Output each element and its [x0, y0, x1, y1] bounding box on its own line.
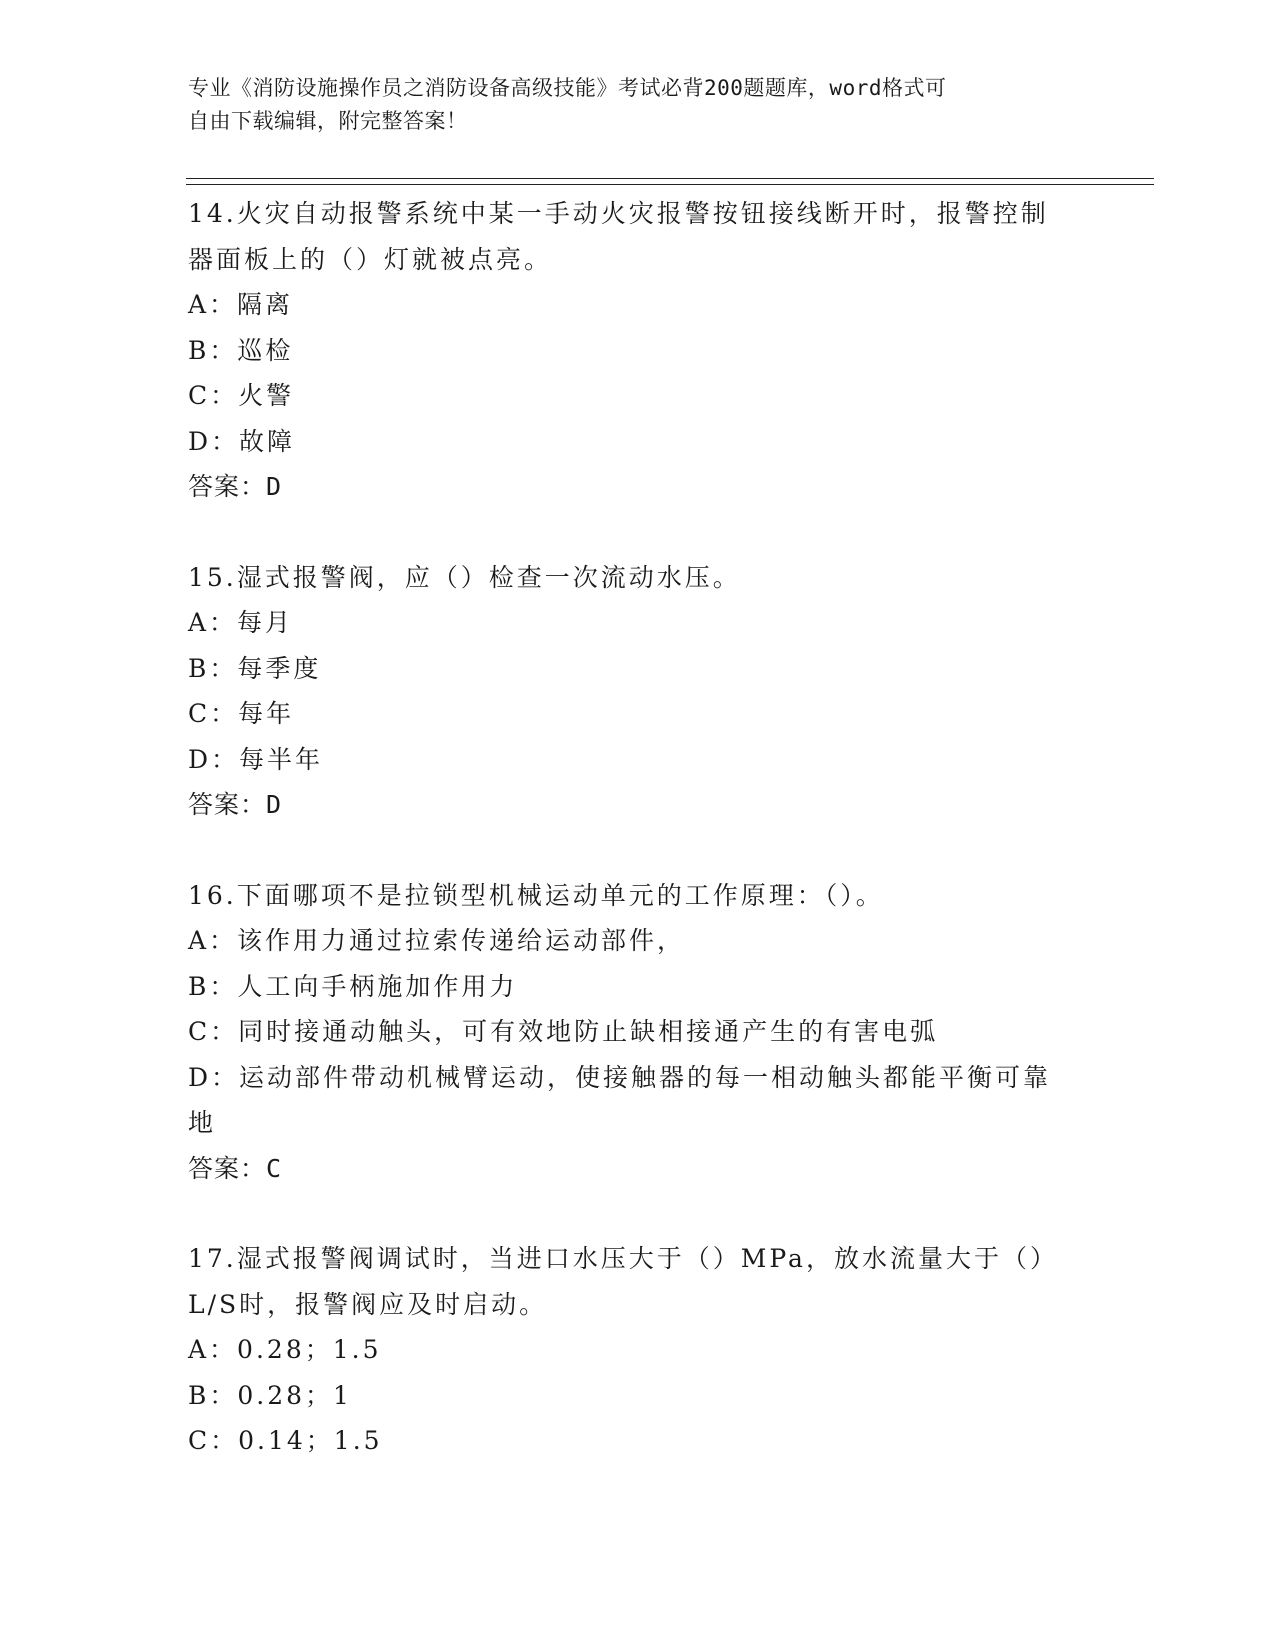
spacer: [188, 510, 1088, 555]
spacer: [188, 828, 1088, 873]
question-15: [188, 555, 1088, 828]
option-a: A：每月: [188, 608, 294, 637]
option-b: B：人工向手柄施加作用力: [188, 971, 518, 1001]
option-b: B：巡检: [188, 335, 294, 365]
question-16: [188, 873, 1088, 1192]
option-c: C：同时接通动触头，可有效地防止缺相接通产生的有害电弧: [188, 1017, 939, 1046]
option-a: A：该作用力通过拉索传递给运动部件，: [188, 926, 686, 955]
question-stem: 器面板上的（）灯就被点亮。: [188, 244, 553, 274]
option-d-continued: 地: [188, 1108, 217, 1137]
document-header: [188, 72, 1088, 138]
option-c: C：0.14；1.5: [188, 1426, 383, 1455]
header-line-2: 自由下载编辑，附完整答案！: [188, 109, 468, 133]
answer: 答案：D: [188, 472, 283, 501]
answer: 答案：D: [188, 790, 283, 819]
answer: 答案：C: [188, 1153, 283, 1183]
option-c: C：每年: [188, 699, 295, 728]
question-stem: 16.下面哪项不是拉锁型机械运动单元的工作原理：（）。: [188, 880, 884, 910]
option-d: D：故障: [188, 426, 296, 456]
question-list: [188, 191, 1088, 1464]
header-divider-bottom: [186, 184, 1154, 185]
option-c: C：火警: [188, 381, 295, 410]
question-17: [188, 1236, 1088, 1464]
question-stem: 17.湿式报警阀调试时，当进口水压大于（）MPa，放水流量大于（）: [188, 1244, 1058, 1273]
option-d: D：运动部件带动机械臂运动，使接触器的每一相动触头都能平衡可靠: [188, 1062, 1052, 1092]
header-divider-top: [186, 178, 1154, 179]
question-stem: 14.火灾自动报警系统中某一手动火灾报警按钮接线断开时，报警控制: [188, 199, 1049, 228]
option-d: D：每半年: [188, 744, 324, 774]
question-stem: 15.湿式报警阀，应（）检查一次流动水压。: [188, 562, 741, 592]
question-14: [188, 191, 1088, 510]
option-a: A：0.28；1.5: [188, 1335, 382, 1364]
header-line-1: 专业《消防设施操作员之消防设备高级技能》考试必背200题题库，word格式可: [188, 76, 947, 100]
question-stem: L/S时，报警阀应及时启动。: [188, 1289, 548, 1319]
option-a: A：隔离: [188, 290, 294, 319]
spacer: [188, 1191, 1088, 1236]
option-b: B：每季度: [188, 653, 322, 683]
option-b: B：0.28；1: [188, 1380, 352, 1410]
